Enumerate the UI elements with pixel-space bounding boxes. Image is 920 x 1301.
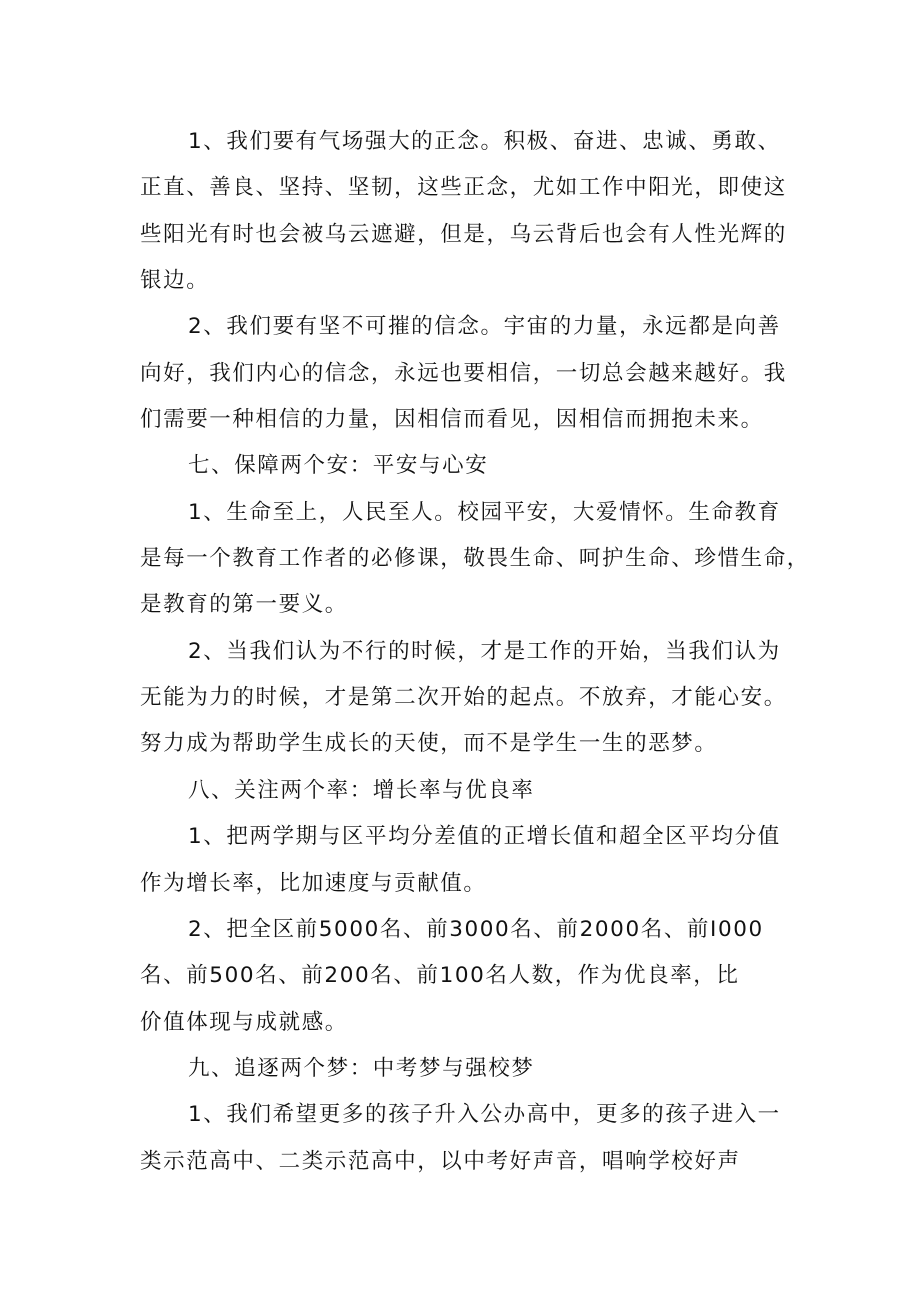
- text-line: 价值体现与成就感。: [140, 1009, 348, 1035]
- paragraph: [140, 814, 800, 907]
- text-line: 1、生命至上，人民至人。校园平安，大爱情怀。生命教育: [188, 499, 781, 525]
- document-body: [140, 119, 810, 1185]
- paragraph: [140, 907, 800, 1046]
- paragraph: [140, 768, 800, 814]
- text-line: 九、追逐两个梦：中考梦与强校梦: [188, 1055, 535, 1081]
- text-line: 是每一个教育工作者的必修课，敬畏生命、呵护生命、珍惜生命，: [140, 546, 810, 572]
- paragraph: [140, 490, 810, 629]
- paragraph: [140, 119, 800, 304]
- paragraph: [140, 304, 800, 443]
- text-line: 1、我们要有气场强大的正念。积极、奋进、忠诚、勇敢、: [188, 129, 781, 154]
- text-line: 些阳光有时也会被乌云遮避，但是，乌云背后也会有人性光辉的: [140, 221, 787, 247]
- text-line: 作为增长率，比加速度与贡献值。: [140, 870, 487, 896]
- text-line: 2、我们要有坚不可摧的信念。宇宙的力量，永远都是向善: [188, 314, 781, 340]
- paragraph: [140, 443, 800, 489]
- text-line: 向好，我们内心的信念，永远也要相信，一切总会越来越好。我: [140, 360, 787, 386]
- text-line: 七、保障两个安：平安与心安: [188, 453, 489, 479]
- paragraph: [140, 1046, 800, 1092]
- text-line: 银边。: [140, 268, 210, 294]
- paragraph: [140, 629, 800, 768]
- text-line: 努力成为帮助学生成长的天使，而不是学生一生的恶梦。: [140, 731, 718, 757]
- text-line: 正直、善良、坚持、坚韧，这些正念，尤如工作中阳光，即使这: [140, 175, 787, 201]
- paragraph: [140, 1092, 800, 1185]
- text-line: 是教育的第一要义。: [140, 592, 348, 618]
- text-line: 1、把两学期与区平均分差值的正增长值和超全区平均分值: [188, 824, 781, 850]
- text-line: 1、我们希望更多的孩子升入公办高中，更多的孩子进入一: [188, 1102, 781, 1128]
- text-line: 类示范高中、二类示范高中，以中考好声音，唱响学校好声: [140, 1148, 741, 1174]
- text-line: 们需要一种相信的力量，因相信而看见，因相信而拥抱未来。: [140, 407, 764, 433]
- text-line: 名、前500名、前200名、前100名人数，作为优良率，比: [140, 963, 740, 989]
- text-line: 无能为力的时候，才是第二次开始的起点。不放弃，才能心安。: [140, 685, 787, 711]
- text-line: 2、把全区前5000名、前3000名、前2000名、前I000: [188, 916, 764, 942]
- text-line: 八、关注两个率：增长率与优良率: [188, 777, 535, 803]
- text-line: 2、当我们认为不行的时候，才是工作的开始，当我们认为: [188, 638, 781, 664]
